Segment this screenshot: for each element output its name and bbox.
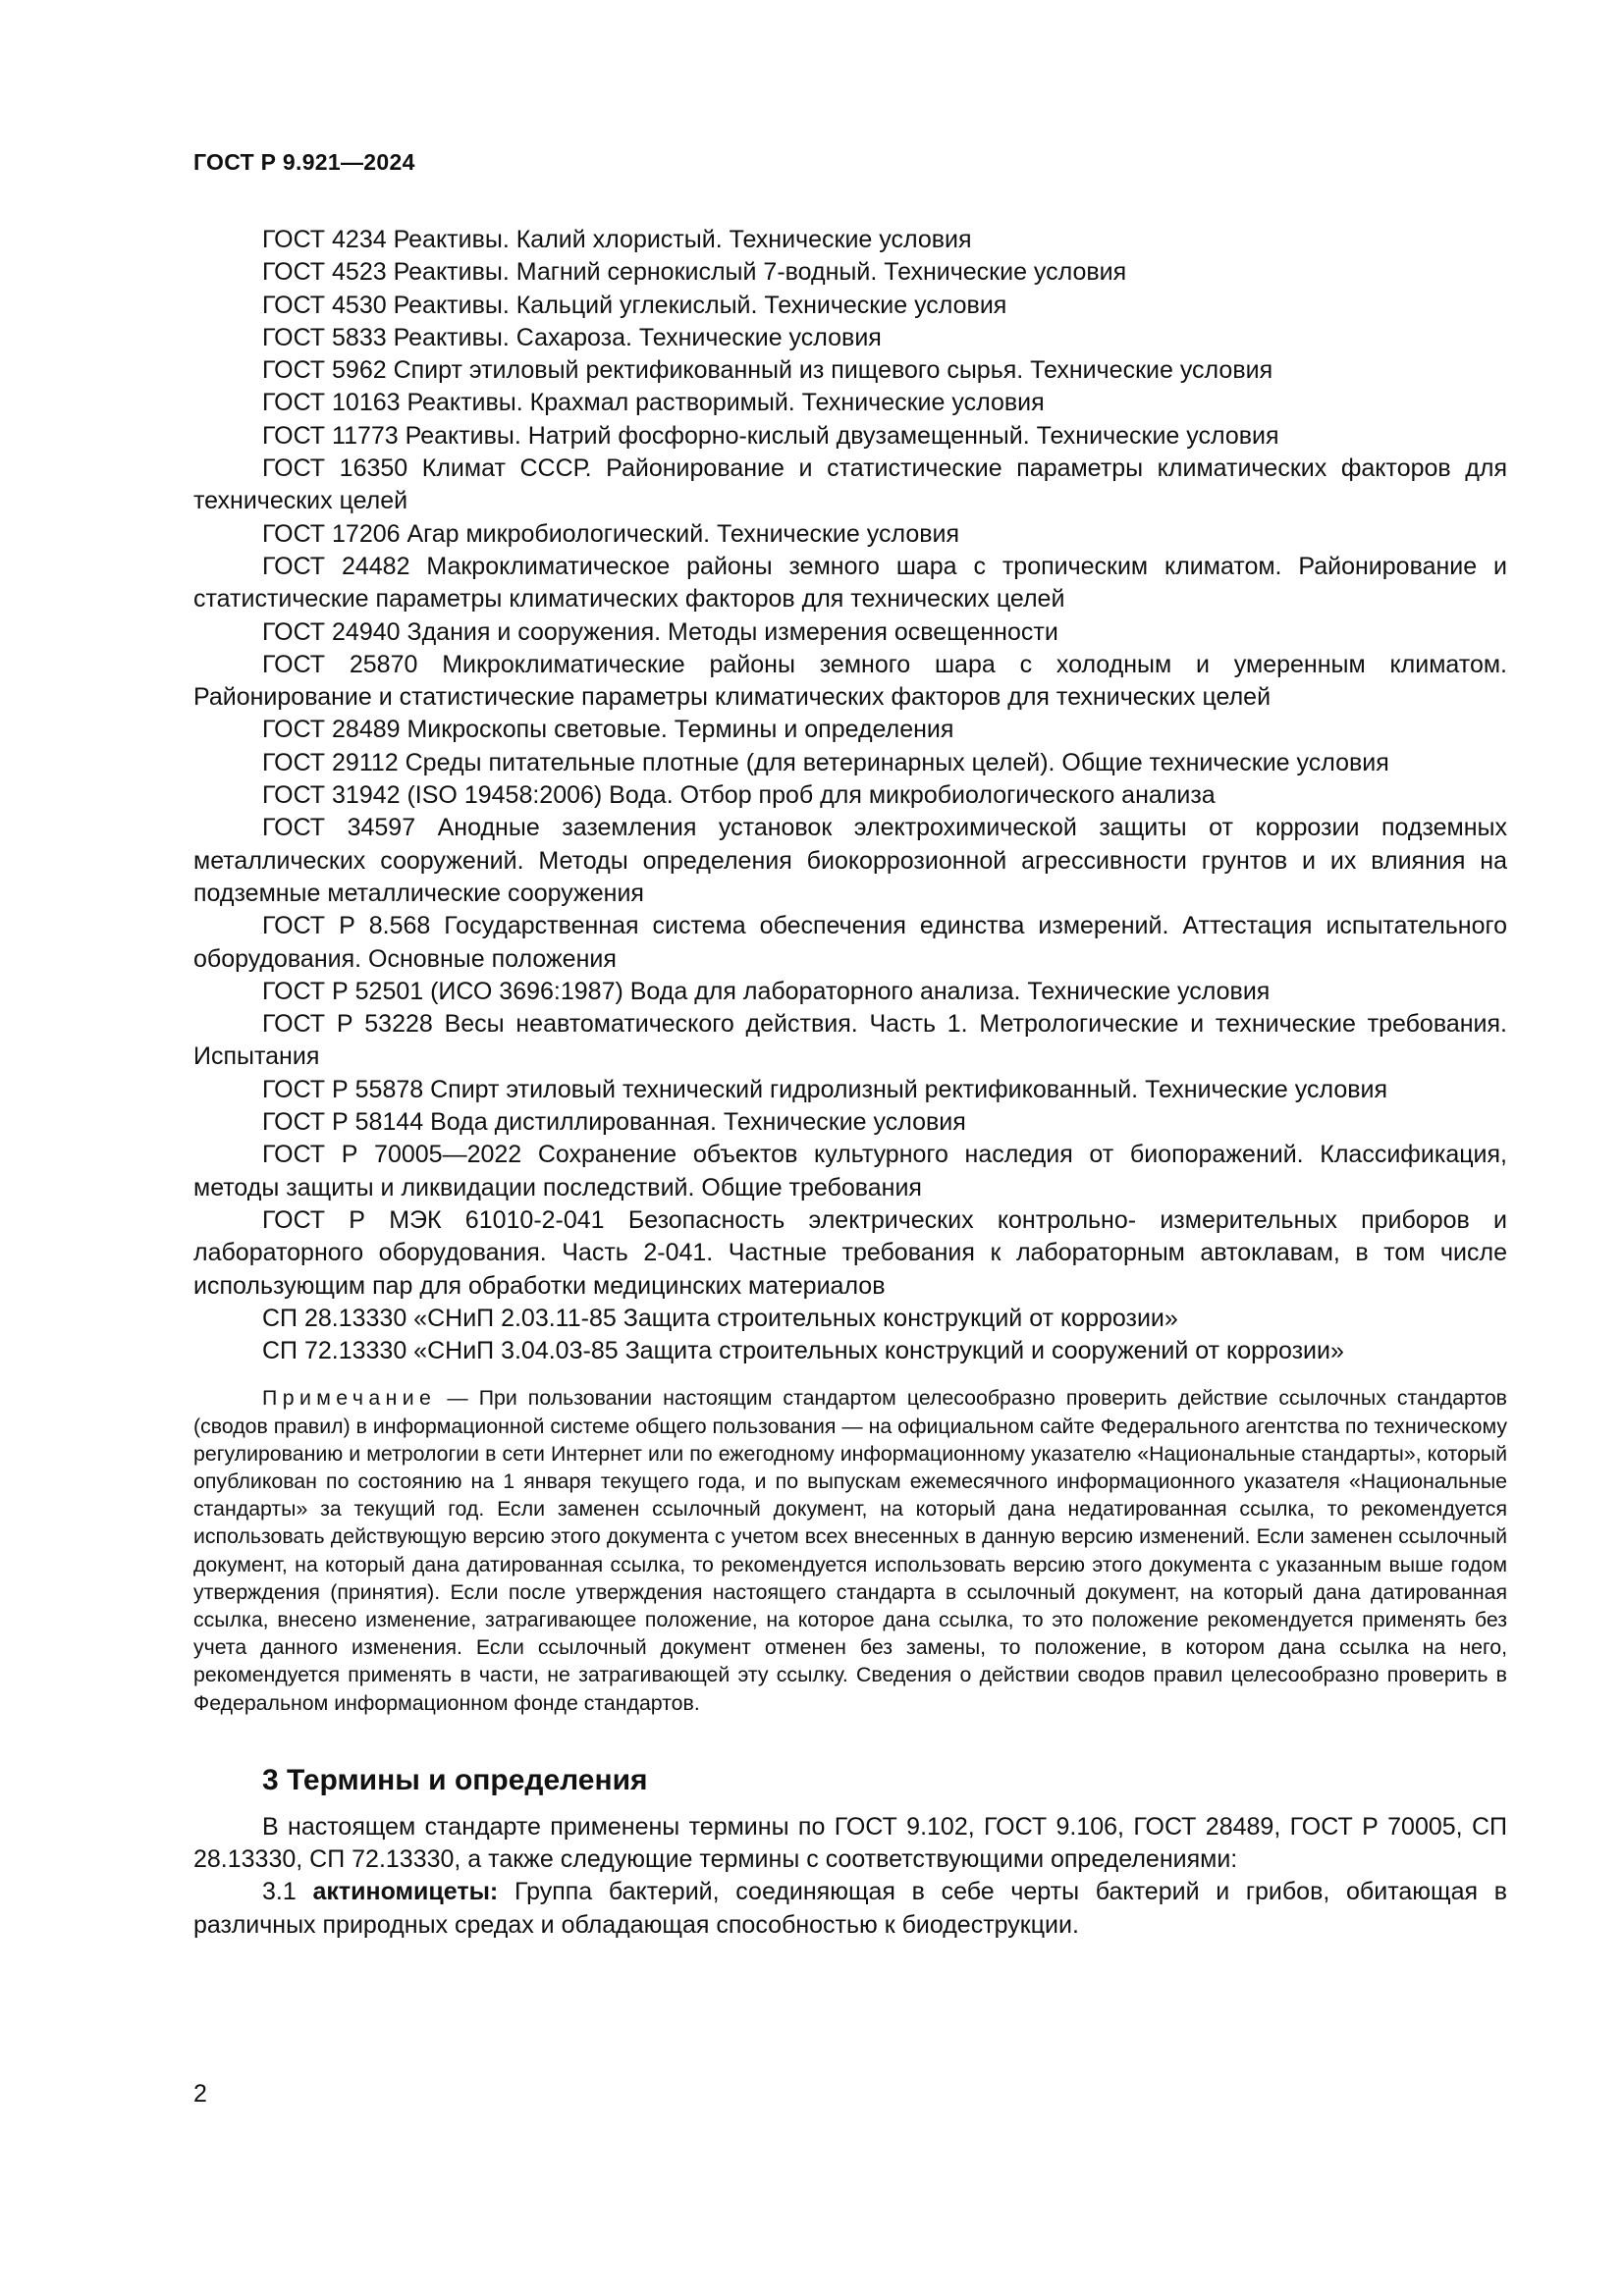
- section-title: 3 Термины и определения: [262, 1763, 648, 1796]
- reference-item: ГОСТ Р 58144 Вода дистиллированная. Технические условия: [262, 1108, 966, 1137]
- reference-item: ГОСТ 10163 Реактивы. Крахмал растворимый. Технические условия: [262, 389, 1045, 417]
- reference-item: ГОСТ 11773 Реактивы. Натрий фосфорно-кислый двузамещенный. Технические условия: [262, 421, 1279, 450]
- reference-item: ГОСТ 5833 Реактивы. Сахароза. Технические условия: [262, 323, 882, 351]
- reference-item: ГОСТ 34597 Анодные заземления установок электрохимической защиты от коррозии подземных металлических сооружений. Методы определения биокоррозионной агрессивности грунтов и их влияния на подземные металлические сооружения: [193, 814, 1507, 907]
- note-paragraph: [193, 1384, 1507, 1716]
- reference-item: ГОСТ 24482 Макроклиматическое районы земного шара с тропическим климатом. Районирование и статистические параметры климатических факторов для технических целей: [193, 552, 1507, 614]
- reference-item: ГОСТ Р 70005—2022 Сохранение объектов культурного наследия от биопоражений. Классификация, методы защиты и ликвидации последствий. Общие требования: [193, 1141, 1507, 1201]
- reference-item: ГОСТ 4523 Реактивы. Магний сернокислый 7-водный. Технические условия: [262, 258, 1127, 287]
- note-text: — При пользовании настоящим стандартом целесообразно проверить действие ссылочных стандартов (сводов правил) в информационной системе общего пользования — на официальном сайте Федерального агентства по техническому регулированию и метрологии в сети Интернет или по ежегодному информационному указателю «Национальные стандарты», который опубликован по состоянию на 1 января текущего года, и по выпускам ежемесячного информационного указателя «Национальные стандарты» за текущий год. Если заменен ссылочный документ, на который дана недатированная ссылка, то рекомендуется использовать действующую версию этого документа с учетом всех внесенных в данную версию изменений. Если заменен ссылочный документ, на который дана датированная ссылка, то рекомендуется использовать версию этого документа с указанным выше годом утверждения (принятия). Если после утверждения настоящего стандарта в ссылочный документ, на который дана датированная ссылка, внесено изменение, затрагивающее положение, на которое дана ссылка, то это положение рекомендуется применять без учета данного изменения. Если ссылочный документ отменен без замены, то положение, в котором дана ссылка на него, рекомендуется применять в части, не затрагивающей эту ссылку. Сведения о действии сводов правил целесообразно проверить в Федеральном информационном фонде стандартов.: [193, 1386, 1507, 1715]
- reference-item: ГОСТ 31942 (ISO 19458:2006) Вода. Отбор проб для микробиологического анализа: [262, 781, 1216, 810]
- document-header: ГОСТ Р 9.921—2024: [193, 149, 415, 175]
- reference-item: ГОСТ 28489 Микроскопы световые. Термины и определения: [262, 716, 954, 744]
- term-definition: [193, 1876, 1507, 1942]
- references-list: [193, 224, 1507, 1367]
- reference-item: ГОСТ 16350 Климат СССР. Районирование и статистические параметры климатических факторов для технических целей: [193, 454, 1507, 515]
- term-text: Группа бактерий, соединяющая в себе черты бактерий и грибов, обитающая в различных природных средах и обладающая способностью к биодеструкции.: [193, 1878, 1507, 1939]
- reference-item: СП 72.13330 «СНиП 3.04.03-85 Защита строительных конструкций и сооружений от коррозии»: [262, 1337, 1344, 1365]
- reference-item: ГОСТ 25870 Микроклиматические районы земного шара с холодным и умеренным климатом. Районирование и статистические параметры климатических факторов для технических целей: [193, 650, 1507, 712]
- reference-item: СП 28.13330 «СНиП 2.03.11-85 Защита строительных конструкций от коррозии»: [262, 1304, 1178, 1332]
- term-name: актиномицеты:: [312, 1878, 499, 1906]
- reference-item: ГОСТ Р 55878 Спирт этиловый технический гидролизный ректификованный. Технические условия: [262, 1075, 1388, 1103]
- section-intro: В настоящем стандарте применены термины по ГОСТ 9.102, ГОСТ 9.106, ГОСТ 28489, ГОСТ Р 70005, СП 28.13330, СП 72.13330, а также следующие термины с соответствующими определениями:: [193, 1812, 1507, 1874]
- document-body: [193, 224, 1507, 1942]
- reference-item: ГОСТ 29112 Среды питательные плотные (для ветеринарных целей). Общие технические условия: [262, 748, 1389, 776]
- reference-item: ГОСТ 24940 Здания и сооружения. Методы измерения освещенности: [262, 617, 1058, 646]
- reference-item: ГОСТ Р 8.568 Государственная система обеспечения единства измерений. Аттестация испытательного оборудования. Основные положения: [193, 912, 1507, 973]
- note-label: Примечание: [262, 1386, 437, 1411]
- reference-item: ГОСТ 17206 Агар микробиологический. Технические условия: [262, 519, 960, 548]
- reference-item: ГОСТ Р 53228 Весы неавтоматического действия. Часть 1. Метрологические и технические требования. Испытания: [193, 1010, 1507, 1071]
- reference-item: ГОСТ 4530 Реактивы. Кальций углекислый. Технические условия: [262, 291, 1007, 319]
- reference-item: ГОСТ 5962 Спирт этиловый ректификованный из пищевого сырья. Технические условия: [262, 356, 1273, 385]
- reference-item: ГОСТ Р 52501 (ИСО 3696:1987) Вода для лабораторного анализа. Технические условия: [262, 977, 1271, 1005]
- reference-item: ГОСТ Р МЭК 61010-2-041 Безопасность электрических контрольно- измерительных приборов и лабораторного оборудования. Часть 2-041. Частные требования к лабораторным автоклавам, в том числе использующим пар для обработки медицинских материалов: [193, 1205, 1507, 1300]
- term-number: 3.1: [262, 1878, 313, 1906]
- reference-item: ГОСТ 4234 Реактивы. Калий хлористый. Технические условия: [262, 226, 972, 253]
- page-number: 2: [193, 2080, 207, 2108]
